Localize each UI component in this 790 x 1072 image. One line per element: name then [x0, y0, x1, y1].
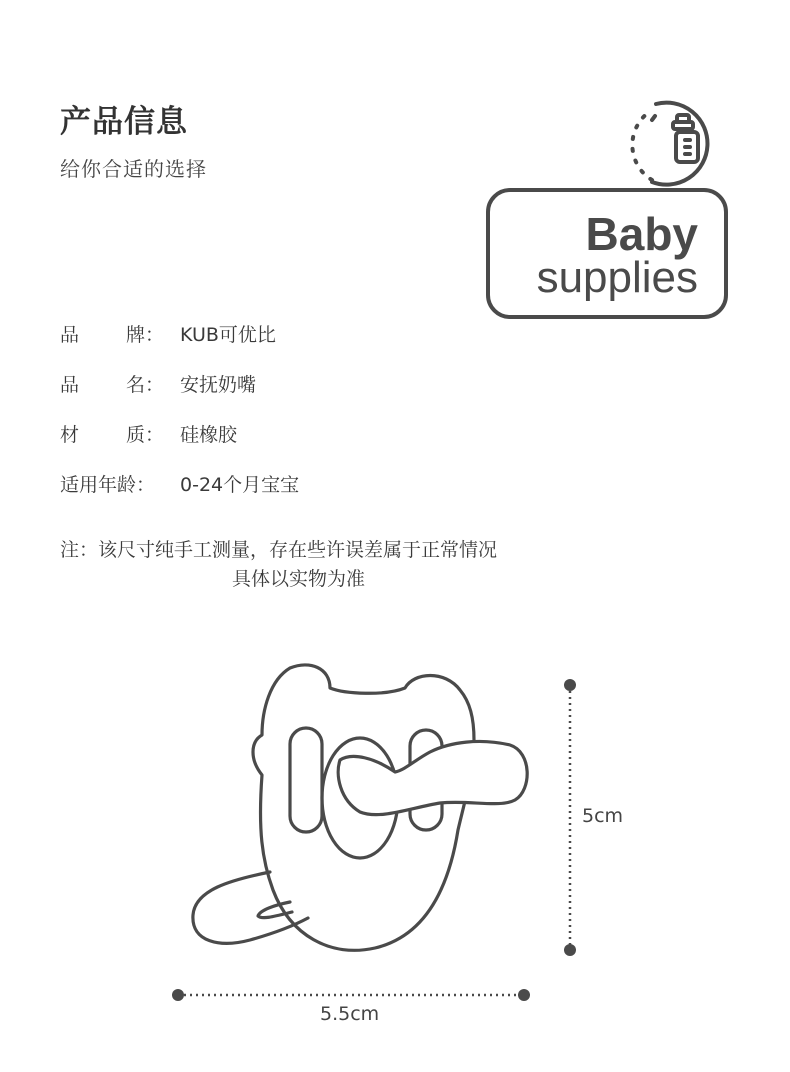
height-label: 5cm — [582, 805, 624, 827]
badge-line1: Baby — [585, 208, 698, 260]
spec-value: 0-24个月宝宝 — [180, 474, 300, 496]
spec-label-full: 适用年龄： — [60, 474, 156, 496]
page-title: 产品信息 — [60, 104, 188, 140]
height-dimension-line — [564, 679, 576, 956]
baby-supplies-badge — [480, 92, 740, 327]
width-label: 5.5cm — [320, 1003, 380, 1025]
measurement-note: 注：该尺寸纯手工测量，存在些许误差属于正常情况 — [60, 539, 498, 561]
pacifier-ring — [193, 872, 308, 943]
measurement-note-2: 具体以实物为准 — [232, 568, 366, 590]
spec-value: 硅橡胶 — [180, 424, 238, 446]
baby-bottle-icon — [632, 103, 707, 185]
spec-value: KUB可优比 — [180, 324, 276, 346]
pacifier-diagram — [0, 600, 790, 1072]
pacifier-slot-left — [290, 728, 322, 832]
spec-label-a: 材 — [60, 424, 80, 446]
spec-label-a: 品 — [60, 374, 80, 396]
spec-label-b: 质： — [126, 424, 165, 446]
width-dimension-line — [172, 989, 530, 1001]
page-subtitle: 给你合适的选择 — [60, 157, 207, 181]
spec-label-b: 名： — [126, 374, 165, 396]
spec-value: 安抚奶嘴 — [180, 374, 257, 396]
spec-label-b: 牌： — [126, 324, 165, 346]
spec-label-a: 品 — [60, 324, 80, 346]
badge-line2: supplies — [536, 253, 698, 302]
pacifier-nipple — [338, 741, 527, 814]
